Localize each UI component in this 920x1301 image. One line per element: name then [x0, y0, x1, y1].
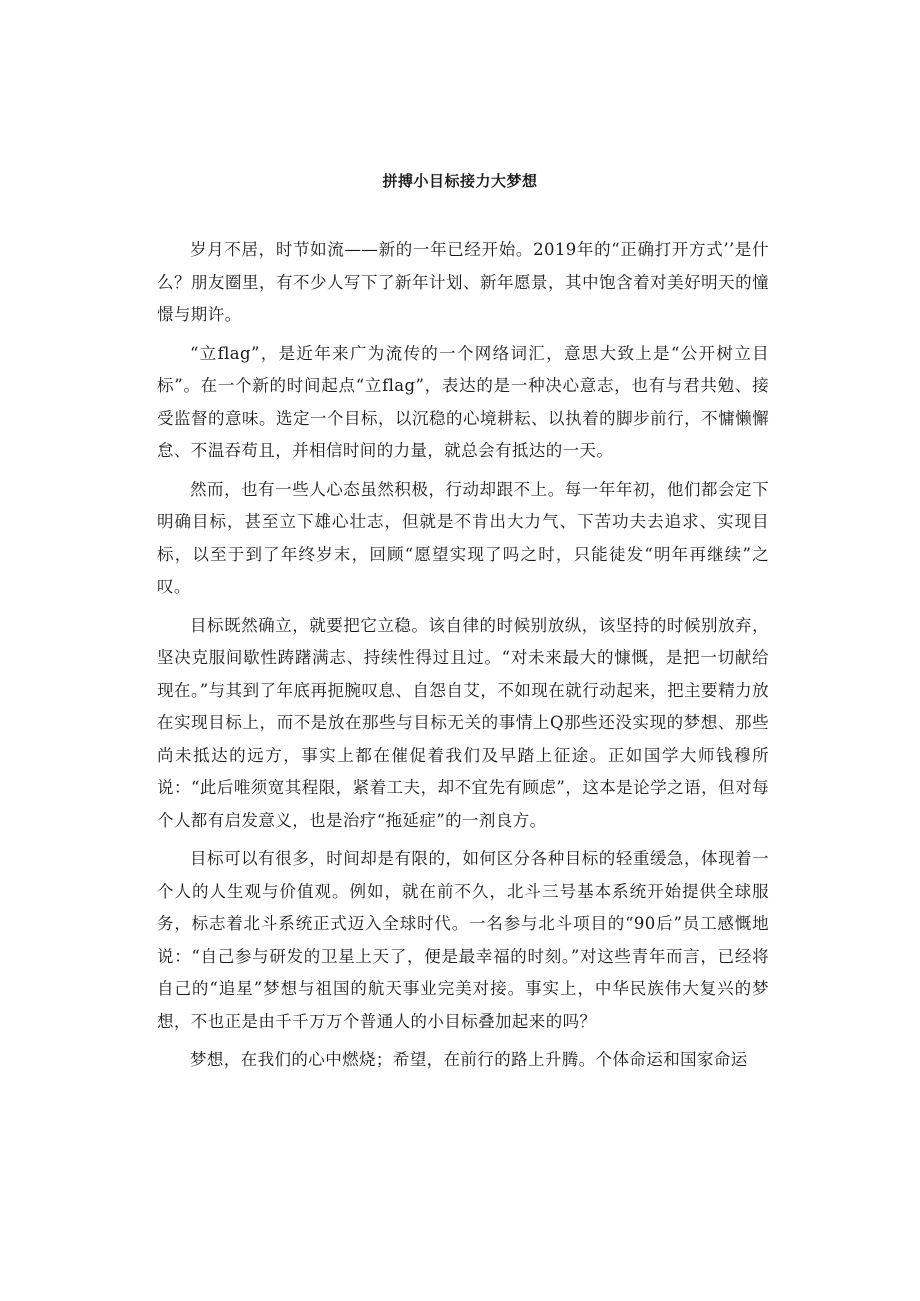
paragraph: 目标既然确立，就要把它立稳。该自律的时候别放纵，该坚持的时候别放弃，坚决克服间歇性踌躇满志、持续性得过且过。“对未来最大的慷慨，是把一切献给现在。”与其到了年底再扼腕叹息、自怨自艾，不如现在就行动起来，把主要精力放在实现目标上，而不是放在那些与目标无关的事情上Q那些还没实现的梦想、那些尚未抵达的远方，事实上都在催促着我们及早踏上征途。正如国学大师钱穆所说：“此后唯须宽其程限，紧着工夫，却不宜先有顾虑”，这本是论学之语，但对每个人都有启发意义，也是治疗“拖延症”的一剂良方。	[157, 615, 769, 830]
paragraph: 梦想，在我们的心中燃烧；希望，在前行的路上升腾。个体命运和国家命运	[190, 1050, 748, 1069]
paragraph: 目标可以有很多，时间却是有限的，如何区分各种目标的轻重缓急，体现着一个人的人生观与价值观。例如，就在前不久，北斗三号基本系统开始提供全球服务，标志着北斗系统正式迈入全球时代。一名参与北斗项目的“90后”员工感慨地说：“自己参与研发的卫星上天了，便是最幸福的时刻。”对这些青年而言，已经将自己的“追星”梦想与祖国的航天事业完美对接。事实上，中华民族伟大复兴的梦想，不也正是由千千万万个普通人的小目标叠加起来的吗？	[157, 849, 769, 1031]
paragraph: 岁月不居，时节如流——新的一年已经开始。2019年的“正确打开方式’’是什么？朋友圈里，有不少人写下了新年计划、新年愿景，其中饱含着对美好明天的憧憬与期许。	[157, 240, 769, 324]
document-title: 拼搏小目标接力大梦想	[382, 172, 538, 190]
paragraph: 然而，也有一些人心态虽然积极，行动却跟不上。每一年年初，他们都会定下明确目标，甚至立下雄心壮志，但就是不肯出大力气、下苦功夫去追求、实现目标，以至于到了年终岁末，回顾“愿望实现了吗之时，只能徒发“明年再继续”之叹。	[157, 479, 769, 596]
document-body	[157, 234, 769, 1083]
paragraph: “立flag”，是近年来广为流传的一个网络词汇，意思大致上是“公开树立目标”。在一个新的时间起点“立flag”，表达的是一种决心意志，也有与君共勉、接受监督的意味。选定一个目标，以沉稳的心境耕耘、以执着的脚步前行，不慵懒懈怠、不温吞苟且，并相信时间的力量，就总会有抵达的一天。	[157, 343, 769, 460]
